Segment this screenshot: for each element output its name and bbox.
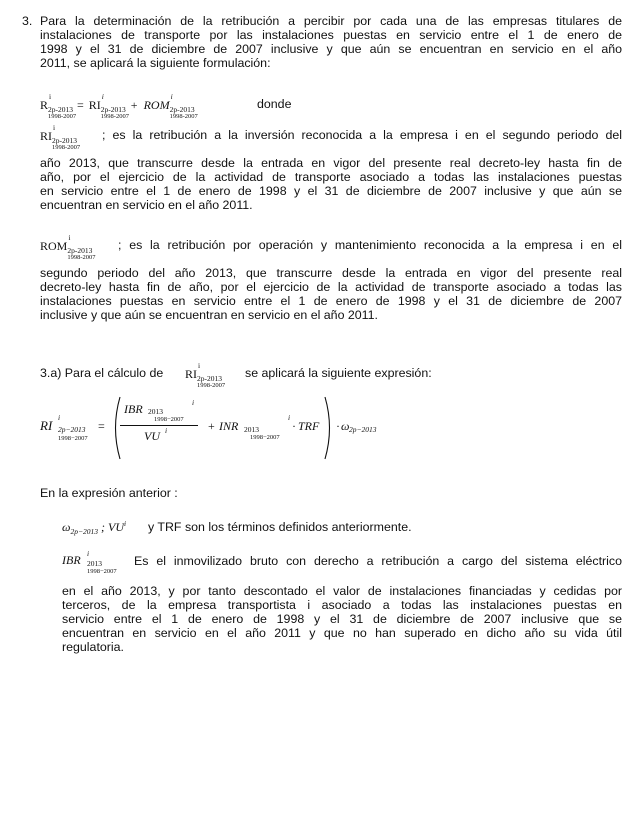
symbol-rom: ROM: [143, 98, 170, 112]
ibr-definition-line-1: en el año 2013, y por tanto descontado el valor de instalaciones financiadas y cedidas por: [62, 584, 622, 598]
formula-ri-calculation: [40, 396, 377, 462]
ri-definition-line-2: año, por el ejercicio de la actividad de transporte asociado a todas las instalaciones puestas: [40, 170, 622, 184]
section-number: 3.: [22, 14, 33, 28]
ri-symbol: [40, 123, 81, 151]
sup-i: i: [170, 92, 173, 101]
ibr-definition-line-2: terceros, de la empresa transportista i asociado a todas las instalaciones puestas en: [62, 598, 622, 612]
ibr-sub-year: 2013: [87, 559, 102, 568]
symbol-r: R: [40, 98, 49, 112]
lhs-ri: RI: [40, 418, 53, 433]
omega-sub-period: 2p−2013: [349, 425, 377, 434]
intro-line-4: 2011, se aplicará la siguiente formulación:: [40, 56, 271, 70]
ibr-definition-first: Es el inmovilizado bruto con derecho a retribución a cargo del sistema eléctrico: [134, 554, 622, 568]
ibr-definition-line-3: servicio entre el 1 de enero de 1998 y el 31 de diciembre de 2007 inclusive que se: [62, 612, 622, 626]
ibr-sup-i: i: [87, 549, 90, 558]
sub-period: 2p-2013: [100, 105, 126, 114]
rom-definition-first: ; es la retribución por operación y mantenimiento reconocida a la empresa i en el: [118, 238, 622, 252]
sub-years: 1998-2007: [48, 113, 77, 120]
ri-symbol-3a: [185, 361, 227, 389]
numerator-sub-years: 1998−2007: [154, 416, 184, 423]
inr-symbol: INR: [219, 419, 239, 433]
omega-symbol: ω: [341, 419, 350, 433]
numerator-ibr: IBR: [124, 402, 143, 416]
rom-definition-line-1: segundo periodo del año 2013, que transcurre desde la entrada en vigor del presente real: [40, 266, 622, 280]
rom-definition-line-3: instalaciones puestas en servicio entre el 1 de enero de 1998 y el 31 de diciembre de 2007: [40, 294, 622, 308]
numerator-sub-year: 2013: [148, 407, 163, 416]
inr-sub-years: 1998−2007: [250, 434, 280, 441]
inr-sup-i: i: [288, 413, 291, 422]
symbol-ri: RI: [40, 129, 52, 143]
sub-years: 1998-2007: [169, 113, 198, 120]
dot-operator: ·: [292, 419, 296, 433]
symbol-ri: RI: [185, 367, 197, 381]
dot-operator: ·: [336, 419, 340, 433]
denominator-vu: VU: [144, 429, 160, 443]
vu-sup-i: i: [124, 519, 127, 528]
expression-intro: En la expresión anterior :: [40, 486, 178, 500]
plus-sign: +: [130, 98, 138, 112]
trf-symbol: TRF: [298, 419, 320, 433]
fraction-bar: [120, 425, 198, 426]
terms-line-text: y TRF son los términos definidos anteriormente.: [148, 520, 412, 534]
ri-definition-first: ; es la retribución a la inversión reconocida a la empresa i en el segundo periodo del: [102, 128, 622, 142]
donde-label: donde: [257, 97, 292, 111]
ri-definition-line-1: año 2013, que transcurre desde la entrada en vigor del presente real decreto-ley hasta fin de: [40, 156, 622, 170]
ibr-definition-line-4: encuentran en servicio en el año 2011 y que no han superado en dicho año su vida útil: [62, 626, 622, 640]
sub-period: 2p-2013: [197, 374, 222, 383]
rom-symbol: [40, 233, 96, 261]
vu-term: ; VU: [101, 520, 125, 534]
equals-sign: =: [77, 98, 84, 112]
ibr-definition-line-5: regulatoria.: [62, 640, 124, 654]
sup-i: i: [198, 361, 201, 370]
denominator-sup-i: i: [165, 426, 168, 435]
lhs-sup-i: i: [58, 413, 61, 422]
sub-years: 1998-2007: [100, 113, 129, 120]
omega-symbol: ω: [62, 520, 71, 534]
sub-years: 1998-2007: [52, 144, 81, 151]
inr-sub-year: 2013: [244, 425, 259, 434]
sub-years: 1998-2007: [197, 382, 226, 389]
ri-definition-line-3: en servicio entre el 1 de enero de 1998 y el 31 de diciembre de 2007 inclusive y que aún se: [40, 184, 622, 198]
sup-i: i: [101, 92, 104, 101]
intro-line-3: 1998 y el 31 de diciembre de 2007 inclusive y que aún se encuentran en servicio en el año: [40, 42, 622, 56]
symbol-rom: ROM: [40, 239, 68, 253]
formula-total-retribution: [40, 92, 198, 120]
rom-definition-line-4: inclusive y que aún se encuentran en servicio en el año 2011.: [40, 308, 378, 322]
rom-definition-line-2: decreto-ley hasta fin de año, por el ejercicio de la actividad de transporte asociado a todas las: [40, 280, 622, 294]
ibr-symbol: [62, 549, 132, 579]
intro-line-2: instalaciones de transporte por las instalaciones puestas en servicio entre el 1 de enero de: [40, 28, 622, 42]
sub-period: 2p-2013: [67, 246, 93, 255]
sub-period: 2p-2013: [48, 105, 74, 114]
sub-period: 2p-2013: [52, 136, 77, 145]
sup-i: i: [68, 233, 71, 242]
numerator-sup-i: i: [192, 398, 195, 407]
sub-years: 1998-2007: [67, 254, 96, 261]
subsection-3a-label-after: se aplicará la siguiente expresión:: [245, 366, 432, 380]
plus-sign: +: [208, 419, 215, 433]
sub-period: 2p-2013: [169, 105, 195, 114]
lhs-sub-period: 2p−2013: [58, 425, 86, 434]
left-paren-icon: [110, 396, 122, 460]
intro-line-1: Para la determinación de la retribución a percibir por cada una de las empresas titulares de: [40, 14, 622, 28]
equals-sign: =: [98, 419, 105, 433]
sup-i: i: [49, 92, 52, 101]
right-paren-icon: [323, 396, 335, 460]
sup-i: i: [53, 123, 56, 132]
ibr-sub-years: 1998−2007: [87, 568, 117, 575]
terms-line-symbols: [62, 520, 126, 535]
symbol-ri: RI: [88, 98, 101, 112]
ibr-label: IBR: [62, 553, 81, 567]
lhs-sub-years: 1998−2007: [58, 435, 88, 442]
omega-sub-period: 2p−2013: [70, 527, 99, 536]
subsection-3a-label: 3.a) Para el cálculo de: [40, 366, 164, 380]
ri-definition-line-4: encuentran en servicio en el año 2011.: [40, 198, 253, 212]
